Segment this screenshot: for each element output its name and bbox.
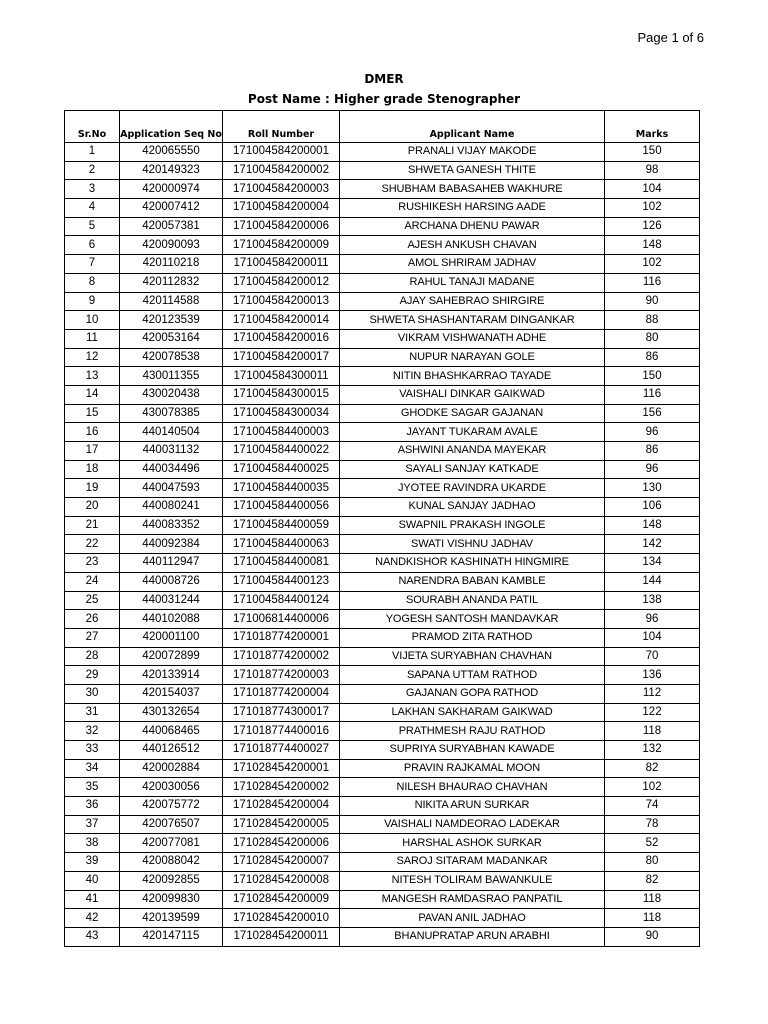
applicant-name-cell: NUPUR NARAYAN GOLE [340,348,605,367]
sr-no-cell: 18 [65,460,120,479]
col-header-marks: Marks [605,111,700,143]
applicant-name-cell: SHWETA GANESH THITE [340,161,605,180]
marks-cell: 118 [605,909,700,928]
table-row [65,329,700,348]
marks-cell: 118 [605,722,700,741]
application-seq-no-cell: 420110218 [120,255,223,274]
roll-number-cell: 171004584400056 [223,498,340,517]
roll-number-cell: 171006814400006 [223,610,340,629]
applicant-name-cell: SAPANA UTTAM RATHOD [340,666,605,685]
col-header-sr-no: Sr.No [65,111,120,143]
applicant-name-cell: SHWETA SHASHANTARAM DINGANKAR [340,311,605,330]
results-table [64,110,700,947]
table-row [65,292,700,311]
application-seq-no-cell: 420090093 [120,236,223,255]
table-row [65,703,700,722]
application-seq-no-cell: 420057381 [120,217,223,236]
roll-number-cell: 171018774300017 [223,703,340,722]
roll-number-cell: 171028454200002 [223,778,340,797]
marks-cell: 96 [605,423,700,442]
page-number: Page 1 of 6 [637,30,704,45]
application-seq-no-cell: 420001100 [120,628,223,647]
application-seq-no-cell: 420075772 [120,797,223,816]
sr-no-cell: 21 [65,516,120,535]
marks-cell: 90 [605,292,700,311]
marks-cell: 104 [605,628,700,647]
sr-no-cell: 17 [65,442,120,461]
marks-cell: 90 [605,927,700,946]
application-seq-no-cell: 420072899 [120,647,223,666]
applicant-name-cell: SAYALI SANJAY KATKADE [340,460,605,479]
roll-number-cell: 171018774200001 [223,628,340,647]
roll-number-cell: 171028454200006 [223,834,340,853]
marks-cell: 102 [605,255,700,274]
marks-cell: 116 [605,273,700,292]
sr-no-cell: 28 [65,647,120,666]
application-seq-no-cell: 440083352 [120,516,223,535]
table-row [65,385,700,404]
table-row [65,684,700,703]
application-seq-no-cell: 440092384 [120,535,223,554]
applicant-name-cell: NITESH TOLIRAM BAWANKULE [340,871,605,890]
roll-number-cell: 171004584200003 [223,180,340,199]
sr-no-cell: 6 [65,236,120,255]
table-row [65,367,700,386]
applicant-name-cell: SAROJ SITARAM MADANKAR [340,853,605,872]
roll-number-cell: 171004584200013 [223,292,340,311]
roll-number-cell: 171028454200008 [223,871,340,890]
applicant-name-cell: YOGESH SANTOSH MANDAVKAR [340,610,605,629]
table-row [65,460,700,479]
sr-no-cell: 20 [65,498,120,517]
application-seq-no-cell: 440102088 [120,610,223,629]
roll-number-cell: 171004584200016 [223,329,340,348]
roll-number-cell: 171004584200014 [223,311,340,330]
sr-no-cell: 16 [65,423,120,442]
applicant-name-cell: VAISHALI NAMDEORAO LADEKAR [340,815,605,834]
table-row [65,516,700,535]
marks-cell: 138 [605,591,700,610]
table-row [65,927,700,946]
sr-no-cell: 31 [65,703,120,722]
roll-number-cell: 171004584300015 [223,385,340,404]
marks-cell: 134 [605,554,700,573]
marks-cell: 142 [605,535,700,554]
marks-cell: 112 [605,684,700,703]
applicant-name-cell: PRAVIN RAJKAMAL MOON [340,759,605,778]
marks-cell: 52 [605,834,700,853]
application-seq-no-cell: 420053164 [120,329,223,348]
roll-number-cell: 171004584400003 [223,423,340,442]
sr-no-cell: 2 [65,161,120,180]
sr-no-cell: 25 [65,591,120,610]
table-row [65,797,700,816]
roll-number-cell: 171028454200001 [223,759,340,778]
col-header-applicant-name: Applicant Name [340,111,605,143]
table-row [65,815,700,834]
sr-no-cell: 5 [65,217,120,236]
sr-no-cell: 3 [65,180,120,199]
applicant-name-cell: RUSHIKESH HARSING AADE [340,199,605,218]
sr-no-cell: 7 [65,255,120,274]
sr-no-cell: 29 [65,666,120,685]
application-seq-no-cell: 420002884 [120,759,223,778]
marks-cell: 74 [605,797,700,816]
applicant-name-cell: NANDKISHOR KASHINATH HINGMIRE [340,554,605,573]
sr-no-cell: 41 [65,890,120,909]
marks-cell: 126 [605,217,700,236]
application-seq-no-cell: 420076507 [120,815,223,834]
table-row [65,741,700,760]
applicant-name-cell: SOURABH ANANDA PATIL [340,591,605,610]
application-seq-no-cell: 440140504 [120,423,223,442]
marks-cell: 148 [605,516,700,535]
application-seq-no-cell: 420000974 [120,180,223,199]
application-seq-no-cell: 420078538 [120,348,223,367]
table-row [65,890,700,909]
marks-cell: 86 [605,442,700,461]
sr-no-cell: 35 [65,778,120,797]
table-row [65,442,700,461]
table-row [65,161,700,180]
application-seq-no-cell: 420112832 [120,273,223,292]
marks-cell: 150 [605,143,700,162]
application-seq-no-cell: 440112947 [120,554,223,573]
marks-cell: 148 [605,236,700,255]
sr-no-cell: 11 [65,329,120,348]
application-seq-no-cell: 420133914 [120,666,223,685]
applicant-name-cell: AMOL SHRIRAM JADHAV [340,255,605,274]
table-row [65,871,700,890]
roll-number-cell: 171004584400025 [223,460,340,479]
applicant-name-cell: PAVAN ANIL JADHAO [340,909,605,928]
applicant-name-cell: LAKHAN SAKHARAM GAIKWAD [340,703,605,722]
col-header-roll-number: Roll Number [223,111,340,143]
roll-number-cell: 171004584300034 [223,404,340,423]
table-row [65,273,700,292]
roll-number-cell: 171018774400027 [223,741,340,760]
applicant-name-cell: VIJETA SURYABHAN CHAVHAN [340,647,605,666]
roll-number-cell: 171018774200004 [223,684,340,703]
table-row [65,722,700,741]
sr-no-cell: 14 [65,385,120,404]
sr-no-cell: 27 [65,628,120,647]
roll-number-cell: 171004584200011 [223,255,340,274]
applicant-name-cell: NITIN BHASHKARRAO TAYADE [340,367,605,386]
applicant-name-cell: ARCHANA DHENU PAWAR [340,217,605,236]
sr-no-cell: 42 [65,909,120,928]
application-seq-no-cell: 440034496 [120,460,223,479]
table-row [65,479,700,498]
roll-number-cell: 171018774400016 [223,722,340,741]
application-seq-no-cell: 420123539 [120,311,223,330]
marks-cell: 96 [605,460,700,479]
applicant-name-cell: SWATI VISHNU JADHAV [340,535,605,554]
applicant-name-cell: GAJANAN GOPA RATHOD [340,684,605,703]
roll-number-cell: 171004584400022 [223,442,340,461]
marks-cell: 116 [605,385,700,404]
roll-number-cell: 171028454200010 [223,909,340,928]
marks-cell: 106 [605,498,700,517]
marks-cell: 70 [605,647,700,666]
table-row [65,236,700,255]
application-seq-no-cell: 420099830 [120,890,223,909]
application-seq-no-cell: 440008726 [120,572,223,591]
col-header-application-seq-no: Application Seq No [120,111,223,143]
application-seq-no-cell: 420154037 [120,684,223,703]
roll-number-cell: 171004584200004 [223,199,340,218]
table-row [65,909,700,928]
table-body [65,143,700,947]
sr-no-cell: 4 [65,199,120,218]
application-seq-no-cell: 440047593 [120,479,223,498]
roll-number-cell: 171028454200007 [223,853,340,872]
application-seq-no-cell: 440126512 [120,741,223,760]
sr-no-cell: 19 [65,479,120,498]
marks-cell: 88 [605,311,700,330]
application-seq-no-cell: 440080241 [120,498,223,517]
table-row [65,498,700,517]
applicant-name-cell: NARENDRA BABAN KAMBLE [340,572,605,591]
sr-no-cell: 39 [65,853,120,872]
roll-number-cell: 171004584200017 [223,348,340,367]
marks-cell: 86 [605,348,700,367]
table-row [65,404,700,423]
roll-number-cell: 171004584300011 [223,367,340,386]
applicant-name-cell: SHUBHAM BABASAHEB WAKHURE [340,180,605,199]
roll-number-cell: 171004584400035 [223,479,340,498]
application-seq-no-cell: 420077081 [120,834,223,853]
table-row [65,535,700,554]
marks-cell: 82 [605,871,700,890]
sr-no-cell: 10 [65,311,120,330]
table-row [65,554,700,573]
table-row [65,255,700,274]
table-row [65,311,700,330]
application-seq-no-cell: 420114588 [120,292,223,311]
applicant-name-cell: KUNAL SANJAY JADHAO [340,498,605,517]
roll-number-cell: 171018774200002 [223,647,340,666]
applicant-name-cell: ASHWINI ANANDA MAYEKAR [340,442,605,461]
application-seq-no-cell: 420065550 [120,143,223,162]
post-title: Post Name : Higher grade Stenographer [247,92,521,106]
application-seq-no-cell: 420007412 [120,199,223,218]
table-header-row [65,111,700,143]
marks-cell: 156 [605,404,700,423]
application-seq-no-cell: 430132654 [120,703,223,722]
application-seq-no-cell: 420139599 [120,909,223,928]
sr-no-cell: 1 [65,143,120,162]
sr-no-cell: 23 [65,554,120,573]
applicant-name-cell: SUPRIYA SURYABHAN KAWADE [340,741,605,760]
table-row [65,628,700,647]
roll-number-cell: 171004584400063 [223,535,340,554]
table-row [65,348,700,367]
roll-number-cell: 171004584400123 [223,572,340,591]
applicant-name-cell: PRAMOD ZITA RATHOD [340,628,605,647]
marks-cell: 118 [605,890,700,909]
applicant-name-cell: SWAPNIL PRAKASH INGOLE [340,516,605,535]
applicant-name-cell: BHANUPRATAP ARUN ARABHI [340,927,605,946]
marks-cell: 78 [605,815,700,834]
sr-no-cell: 36 [65,797,120,816]
roll-number-cell: 171004584200002 [223,161,340,180]
applicant-name-cell: RAHUL TANAJI MADANE [340,273,605,292]
table-row [65,572,700,591]
roll-number-cell: 171028454200011 [223,927,340,946]
sr-no-cell: 33 [65,741,120,760]
sr-no-cell: 43 [65,927,120,946]
sr-no-cell: 32 [65,722,120,741]
table-row [65,180,700,199]
table-row [65,834,700,853]
sr-no-cell: 12 [65,348,120,367]
marks-cell: 102 [605,199,700,218]
application-seq-no-cell: 440031244 [120,591,223,610]
applicant-name-cell: NIKITA ARUN SURKAR [340,797,605,816]
roll-number-cell: 171004584200012 [223,273,340,292]
marks-cell: 102 [605,778,700,797]
sr-no-cell: 22 [65,535,120,554]
applicant-name-cell: NILESH BHAURAO CHAVHAN [340,778,605,797]
table-row [65,647,700,666]
applicant-name-cell: VIKRAM VISHWANATH ADHE [340,329,605,348]
table-row [65,853,700,872]
application-seq-no-cell: 440068465 [120,722,223,741]
marks-cell: 98 [605,161,700,180]
applicant-name-cell: PRATHMESH RAJU RATHOD [340,722,605,741]
marks-cell: 144 [605,572,700,591]
applicant-name-cell: JYOTEE RAVINDRA UKARDE [340,479,605,498]
application-seq-no-cell: 440031132 [120,442,223,461]
application-seq-no-cell: 420149323 [120,161,223,180]
marks-cell: 132 [605,741,700,760]
marks-cell: 136 [605,666,700,685]
roll-number-cell: 171018774200003 [223,666,340,685]
applicant-name-cell: VAISHALI DINKAR GAIKWAD [340,385,605,404]
sr-no-cell: 34 [65,759,120,778]
table-row [65,666,700,685]
applicant-name-cell: AJAY SAHEBRAO SHIRGIRE [340,292,605,311]
application-seq-no-cell: 420030056 [120,778,223,797]
applicant-name-cell: GHODKE SAGAR GAJANAN [340,404,605,423]
applicant-name-cell: PRANALI VIJAY MAKODE [340,143,605,162]
sr-no-cell: 30 [65,684,120,703]
sr-no-cell: 13 [65,367,120,386]
marks-cell: 150 [605,367,700,386]
table-row [65,778,700,797]
application-seq-no-cell: 420088042 [120,853,223,872]
marks-cell: 82 [605,759,700,778]
sr-no-cell: 26 [65,610,120,629]
applicant-name-cell: MANGESH RAMDASRAO PANPATIL [340,890,605,909]
sr-no-cell: 15 [65,404,120,423]
organization-title: DMER [364,72,404,86]
table-row [65,759,700,778]
roll-number-cell: 171004584400059 [223,516,340,535]
marks-cell: 80 [605,853,700,872]
application-seq-no-cell: 430011355 [120,367,223,386]
table-row [65,217,700,236]
roll-number-cell: 171004584200006 [223,217,340,236]
marks-cell: 130 [605,479,700,498]
application-seq-no-cell: 420147115 [120,927,223,946]
roll-number-cell: 171028454200009 [223,890,340,909]
sr-no-cell: 9 [65,292,120,311]
marks-cell: 80 [605,329,700,348]
table-row [65,199,700,218]
table-row [65,591,700,610]
roll-number-cell: 171028454200005 [223,815,340,834]
application-seq-no-cell: 420092855 [120,871,223,890]
table-row [65,610,700,629]
applicant-name-cell: AJESH ANKUSH CHAVAN [340,236,605,255]
table-row [65,143,700,162]
application-seq-no-cell: 430020438 [120,385,223,404]
table-row [65,423,700,442]
sr-no-cell: 24 [65,572,120,591]
roll-number-cell: 171004584200001 [223,143,340,162]
sr-no-cell: 37 [65,815,120,834]
sr-no-cell: 40 [65,871,120,890]
applicant-name-cell: JAYANT TUKARAM AVALE [340,423,605,442]
roll-number-cell: 171028454200004 [223,797,340,816]
sr-no-cell: 8 [65,273,120,292]
sr-no-cell: 38 [65,834,120,853]
applicant-name-cell: HARSHAL ASHOK SURKAR [340,834,605,853]
roll-number-cell: 171004584400124 [223,591,340,610]
marks-cell: 96 [605,610,700,629]
roll-number-cell: 171004584400081 [223,554,340,573]
roll-number-cell: 171004584200009 [223,236,340,255]
marks-cell: 122 [605,703,700,722]
application-seq-no-cell: 430078385 [120,404,223,423]
marks-cell: 104 [605,180,700,199]
